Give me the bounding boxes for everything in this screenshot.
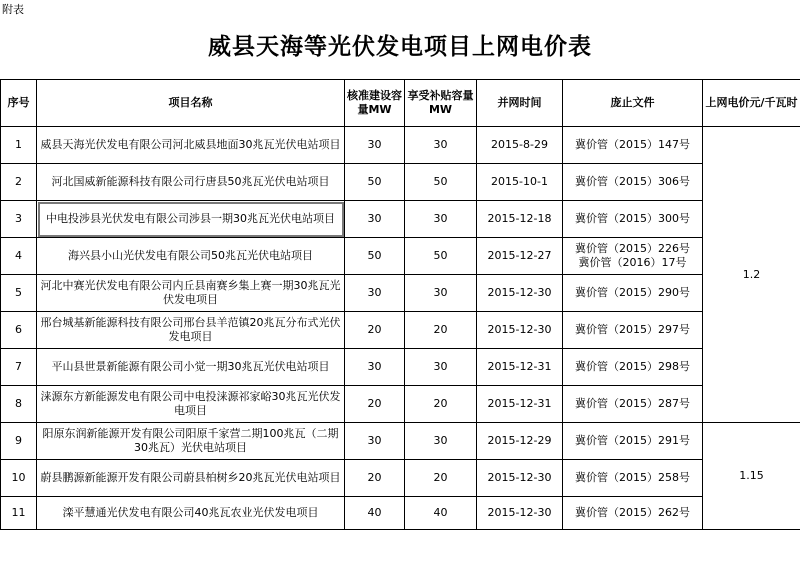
seq-cell: 4 [1, 238, 37, 275]
grid-time-cell: 2015-12-18 [477, 201, 563, 238]
approved-cell: 20 [345, 386, 405, 423]
header-doc: 庞止文件 [563, 80, 703, 127]
grid-time-cell: 2015-12-30 [477, 460, 563, 497]
header-seq: 序号 [1, 80, 37, 127]
header-price: 上网电价元/千瓦时 [703, 80, 800, 127]
approved-cell: 20 [345, 312, 405, 349]
seq-cell: 5 [1, 275, 37, 312]
doc-cell: 冀价管（2015）258号 [563, 460, 703, 497]
table-row [1, 497, 800, 530]
grid-time-cell: 2015-12-31 [477, 386, 563, 423]
subsidy-cell: 20 [405, 386, 477, 423]
doc-cell: 冀价管（2015）287号 [563, 386, 703, 423]
subsidy-cell: 30 [405, 275, 477, 312]
table-row [1, 164, 800, 201]
table-row [1, 349, 800, 386]
subsidy-cell: 50 [405, 238, 477, 275]
header-name: 项目名称 [37, 80, 345, 127]
project-name-cell: 涞源东方新能源发电有限公司中电投涞源祁家峪30兆瓦光伏发电项目 [37, 386, 345, 423]
doc-cell: 冀价管（2015）291号 [563, 423, 703, 460]
price-cell-group2: 1.15 [703, 423, 800, 530]
subsidy-cell: 40 [405, 497, 477, 530]
seq-cell: 1 [1, 127, 37, 164]
grid-time-cell: 2015-12-31 [477, 349, 563, 386]
subsidy-cell: 50 [405, 164, 477, 201]
doc-cell [563, 238, 703, 275]
seq-cell: 7 [1, 349, 37, 386]
approved-cell: 30 [345, 275, 405, 312]
price-table [0, 79, 800, 530]
project-name-cell: 河北国威新能源科技有限公司行唐县50兆瓦光伏电站项目 [37, 164, 345, 201]
appendix-label: 附表 [2, 3, 24, 16]
approved-cell: 50 [345, 164, 405, 201]
grid-time-cell: 2015-12-29 [477, 423, 563, 460]
project-name-cell: 蔚县鹏源新能源开发有限公司蔚县柏树乡20兆瓦光伏电站项目 [37, 460, 345, 497]
doc-line-2: 冀价管（2016）17号 [578, 256, 687, 269]
project-name-cell: 邢台城基新能源科技有限公司邢台县羊范镇20兆瓦分布式光伏发电项目 [37, 312, 345, 349]
grid-time-cell: 2015-12-30 [477, 312, 563, 349]
subsidy-cell: 30 [405, 349, 477, 386]
seq-cell: 2 [1, 164, 37, 201]
header-approved: 核准建设容量MW [345, 80, 405, 127]
seq-cell: 6 [1, 312, 37, 349]
seq-cell: 10 [1, 460, 37, 497]
grid-time-cell: 2015-12-27 [477, 238, 563, 275]
seq-cell: 11 [1, 497, 37, 530]
table-row [1, 460, 800, 497]
approved-cell: 30 [345, 201, 405, 238]
doc-cell: 冀价管（2015）262号 [563, 497, 703, 530]
header-grid-time: 并网时间 [477, 80, 563, 127]
doc-line-1: 冀价管（2015）226号 [575, 242, 690, 255]
approved-cell: 40 [345, 497, 405, 530]
table-row [1, 201, 800, 238]
approved-cell: 30 [345, 127, 405, 164]
approved-cell: 20 [345, 460, 405, 497]
seq-cell: 9 [1, 423, 37, 460]
grid-time-cell: 2015-10-1 [477, 164, 563, 201]
project-name-cell: 威县天海光伏发电有限公司河北威县地面30兆瓦光伏电站项目 [37, 127, 345, 164]
doc-cell: 冀价管（2015）300号 [563, 201, 703, 238]
subsidy-cell: 20 [405, 312, 477, 349]
price-cell-group1: 1.2 [703, 127, 800, 423]
approved-cell: 50 [345, 238, 405, 275]
table-row [1, 238, 800, 275]
grid-time-cell: 2015-12-30 [477, 497, 563, 530]
project-name-cell: 滦平慧通光伏发电有限公司40兆瓦农业光伏发电项目 [37, 497, 345, 530]
grid-time-cell: 2015-12-30 [477, 275, 563, 312]
seq-cell: 3 [1, 201, 37, 238]
doc-cell: 冀价管（2015）298号 [563, 349, 703, 386]
table-row [1, 127, 800, 164]
grid-time-cell: 2015-8-29 [477, 127, 563, 164]
table-row [1, 386, 800, 423]
seq-cell: 8 [1, 386, 37, 423]
project-name-cell: 河北中赛光伏发电有限公司内丘县南赛乡集上赛一期30兆瓦光伏发电项目 [37, 275, 345, 312]
doc-cell: 冀价管（2015）147号 [563, 127, 703, 164]
table-row [1, 312, 800, 349]
project-name-cell: 平山县世景新能源有限公司小觉一期30兆瓦光伏电站项目 [37, 349, 345, 386]
subsidy-cell: 30 [405, 423, 477, 460]
doc-cell: 冀价管（2015）306号 [563, 164, 703, 201]
project-name-cell: 海兴县小山光伏发电有限公司50兆瓦光伏电站项目 [37, 238, 345, 275]
page-title: 威县天海等光伏发电项目上网电价表 [208, 33, 592, 60]
approved-cell: 30 [345, 423, 405, 460]
header-subsidy: 享受补贴容量MW [405, 80, 477, 127]
approved-cell: 30 [345, 349, 405, 386]
header-row [1, 80, 800, 127]
subsidy-cell: 30 [405, 201, 477, 238]
subsidy-cell: 20 [405, 460, 477, 497]
table-row [1, 275, 800, 312]
project-name-cell-selected[interactable]: 中电投涉县光伏发电有限公司涉县一期30兆瓦光伏电站项目 [37, 201, 345, 238]
doc-cell: 冀价管（2015）290号 [563, 275, 703, 312]
doc-cell: 冀价管（2015）297号 [563, 312, 703, 349]
subsidy-cell: 30 [405, 127, 477, 164]
project-name-cell: 阳原东润新能源开发有限公司阳原千家营二期100兆瓦（二期30兆瓦）光伏电站项目 [37, 423, 345, 460]
table-row [1, 423, 800, 460]
